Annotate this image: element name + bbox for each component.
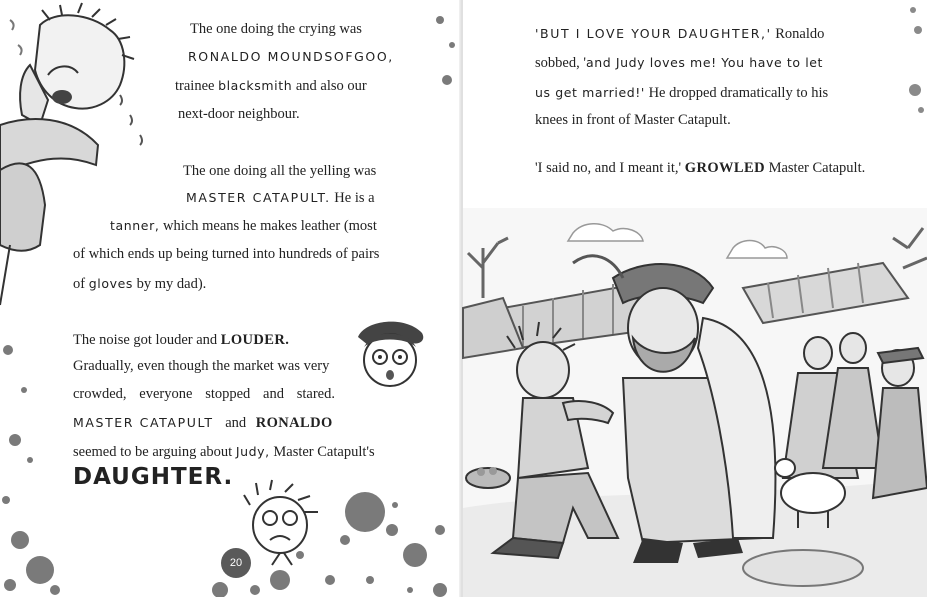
para1-line3: trainee blacksmith and also our [175, 78, 367, 94]
ink-splatters [0, 0, 463, 597]
growled-word: GROWLED [684, 160, 765, 176]
para3-line2: Gradually, even though the market was very [73, 358, 330, 374]
para2-line1: The one doing all the yelling was [183, 163, 377, 179]
right-para1-line2: sobbed, 'and Judy loves me! You have to let [535, 55, 824, 71]
right-para2-line1: 'I said no, and I meant it,' GROWLED Master Catapult. [535, 160, 866, 176]
ronaldo-name: RONALDO MOUNDSOFGOO, [188, 49, 394, 64]
master-catapult-name: MASTER CATAPULT. [186, 190, 331, 205]
judy-loves-quote: and Judy loves me! You have to let [585, 55, 824, 70]
get-married-quote: us get married!' [535, 85, 645, 100]
para1-line1: The one doing the crying was [190, 21, 362, 37]
para2-line5: of gloves by my dad). [73, 276, 207, 292]
louder-word: LOUDER. [220, 332, 290, 348]
para2-line4: of which ends up being turned into hundreds of pairs [73, 246, 380, 262]
gloves-word: gloves [88, 276, 133, 291]
market-argument-illustration [463, 208, 927, 597]
para3-line3: crowded, everyone stopped and stared. [73, 386, 335, 402]
para3-line5: seemed to be arguing about Judy, Master Catapult's [73, 444, 375, 460]
blacksmith-word: blacksmith [218, 78, 293, 93]
left-page [0, 0, 463, 597]
para3-line1: The noise got louder and LOUDER. [73, 332, 290, 348]
right-para1-line3: us get married!' He dropped dramatically to his [535, 85, 829, 101]
para2-line2: MASTER CATAPULT. He is a [186, 190, 375, 206]
para2-line3: tanner, which means he makes leather (most [110, 218, 377, 234]
right-ink-splatters [463, 0, 927, 220]
right-para1-line4: knees in front of Master Catapult. [535, 112, 731, 128]
tanner-word: tanner, [110, 218, 160, 233]
para3-line4: MASTER CATAPULT and RONALDO [73, 415, 333, 431]
judy-word: Judy, [235, 444, 270, 459]
right-page [463, 0, 927, 597]
para1-line4: next-door neighbour. [178, 106, 300, 122]
daughter-word: DAUGHTER. [73, 464, 234, 490]
but-i-love-quote: 'BUT I LOVE YOUR DAUGHTER,' [535, 26, 772, 41]
page-number: 20 [221, 548, 251, 578]
master-catapult-name-2: MASTER CATAPULT [73, 415, 214, 430]
right-para1-line1: 'BUT I LOVE YOUR DAUGHTER,' Ronaldo [535, 26, 825, 42]
ronaldo-name-2: RONALDO [255, 415, 333, 431]
